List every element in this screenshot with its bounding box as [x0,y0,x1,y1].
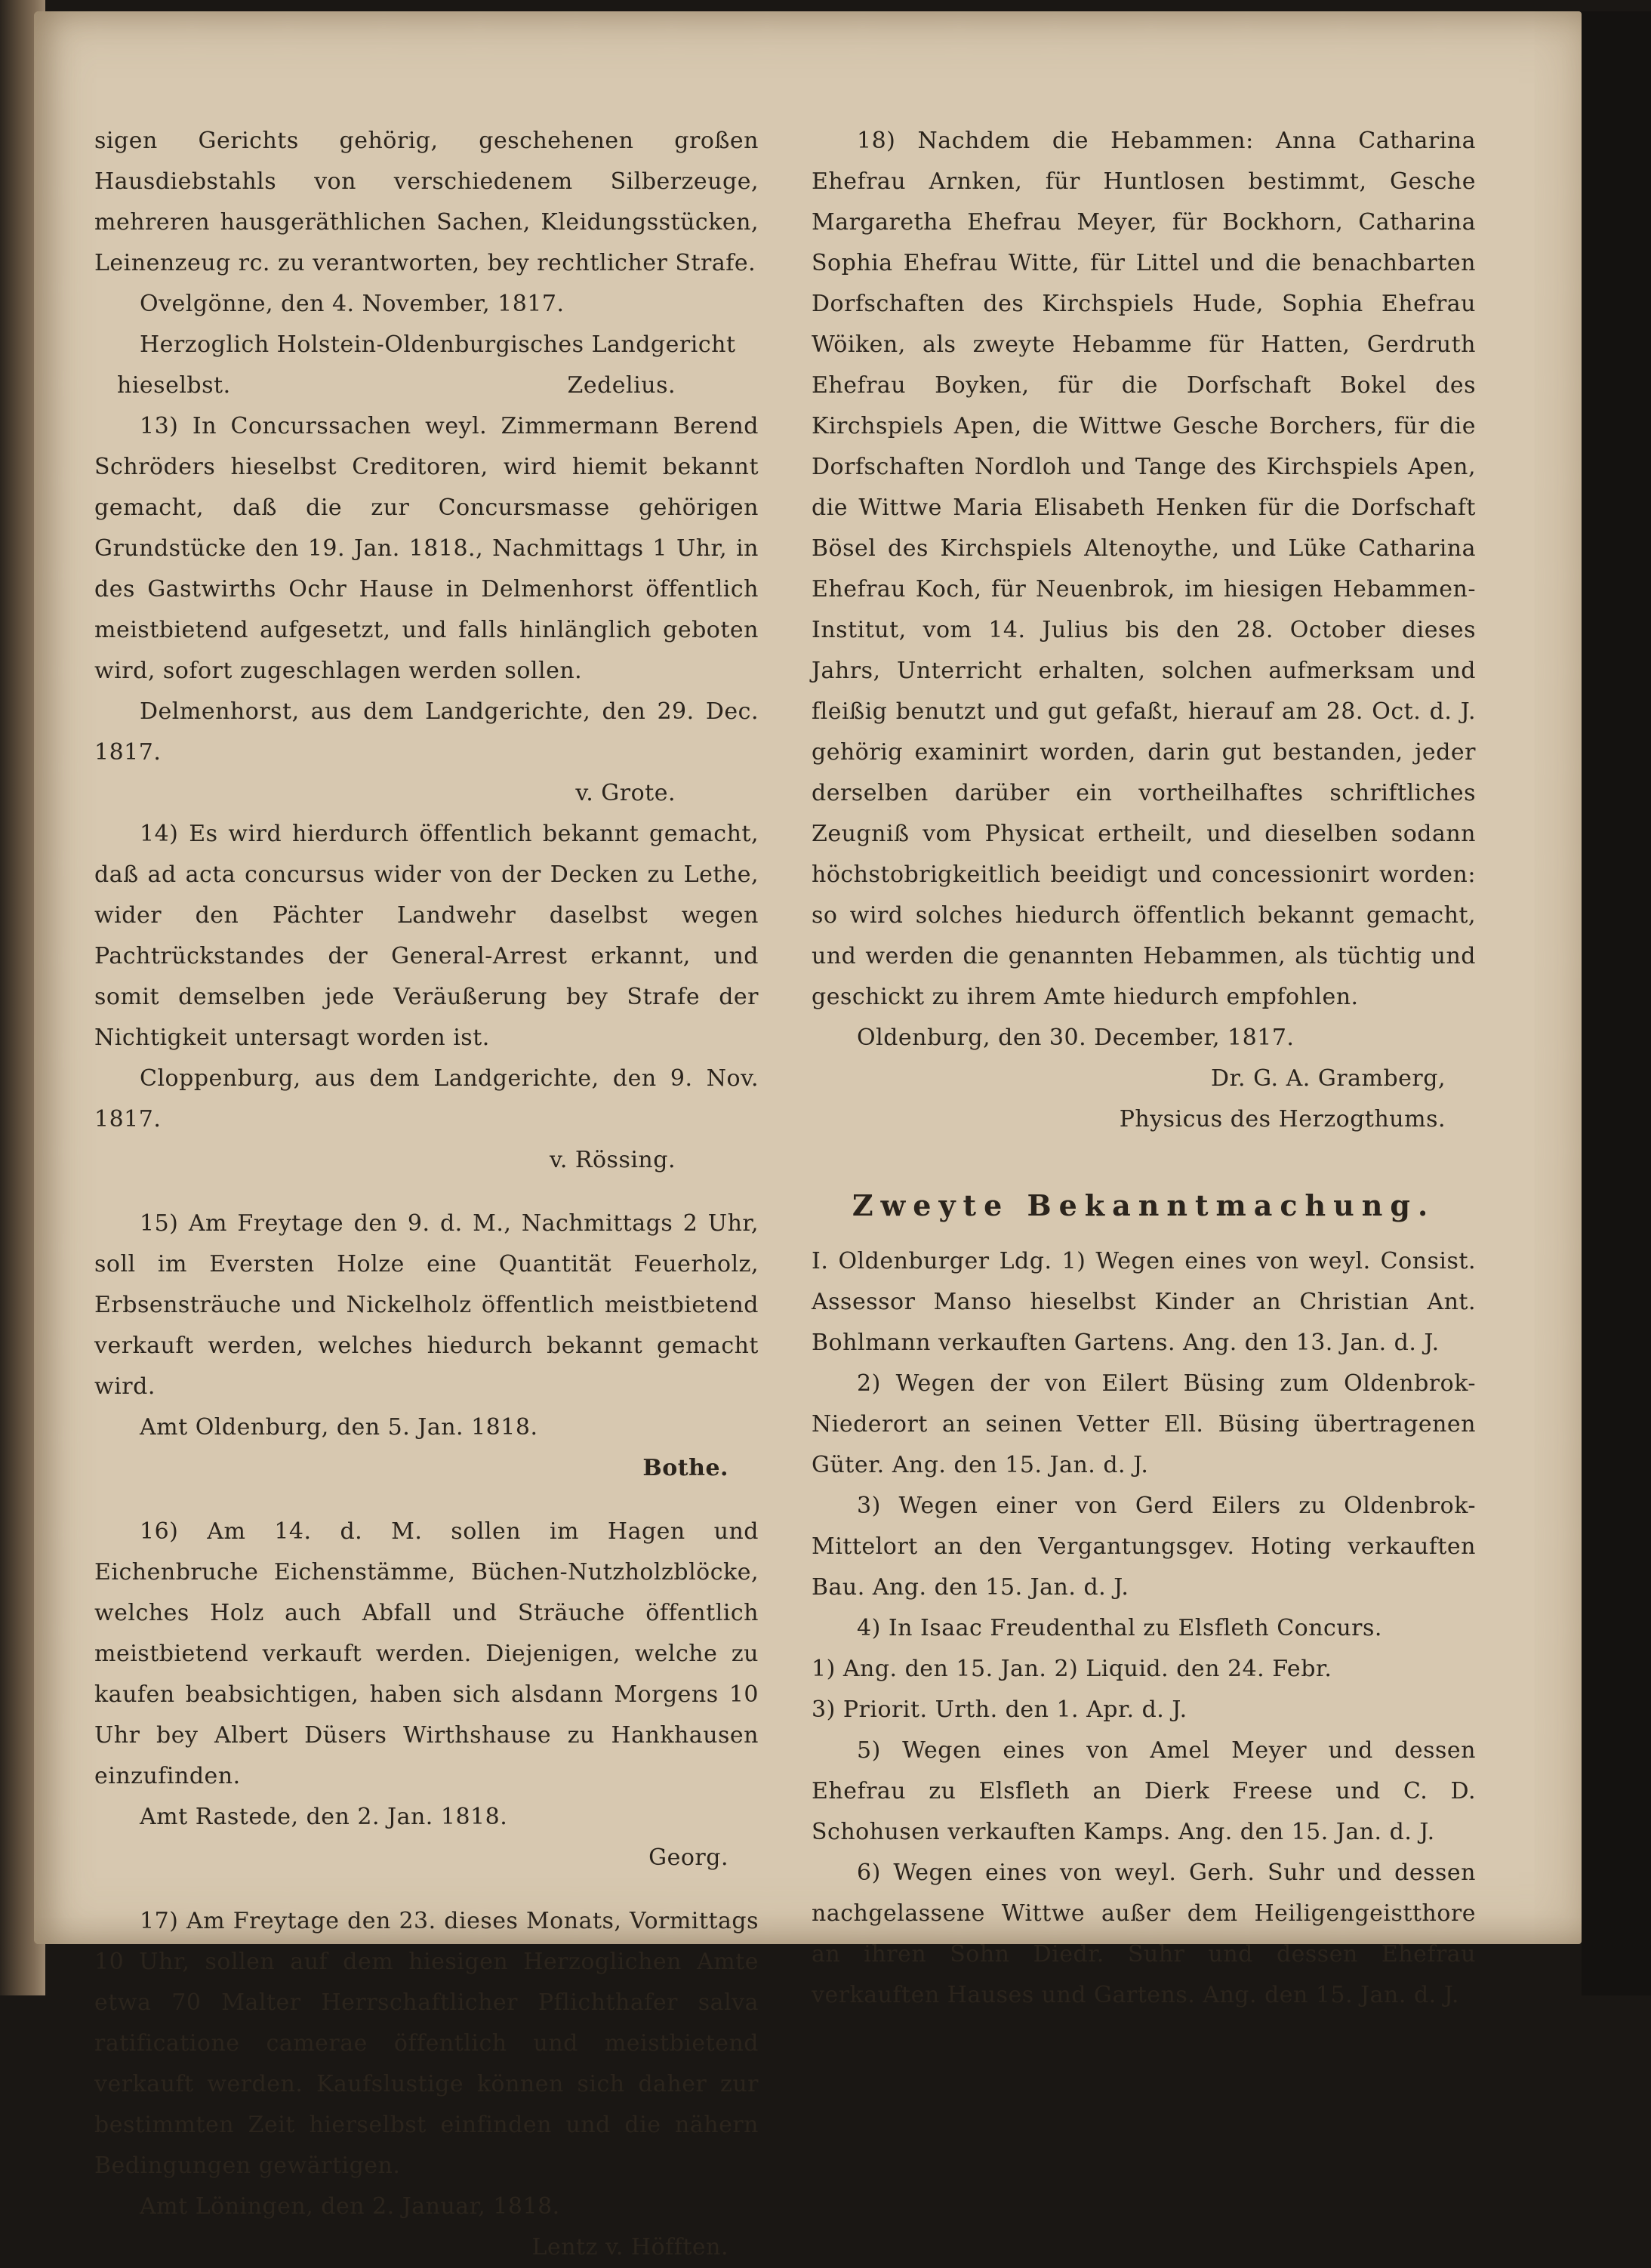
notice-13-signature: v. Grote. [575,780,676,806]
announcement-2: 2) Wegen der von Eilert Büsing zum Oldenbrok-Niederort an seinen Vetter Ell. Büsing übertragenen Güter. Ang. den 15. Jan. d. J. [812,1370,1476,1478]
announcement-1: I. Oldenburger Ldg. 1) Wegen eines von weyl. Consist. Assessor Manso hieselbst Kinder an Christian Ant. Bohlmann verkauften Gartens. Ang. den 13. Jan. d. J. [812,1248,1476,1356]
announcement-4: 4) In Isaac Freudenthal zu Elsfleth Concurs. [857,1615,1382,1641]
notice-16-text: 16) Am 14. d. M. sollen im Hagen und Eichenbruche Eichenstämme, Büchen-Nutzholzblöcke, welches Holz auch Abfall und Sträuche öffentlich meistbietend verkauft werden. Diejenigen, welche zu kaufen beabsichtigen, haben sich alsdann Morgens 10 Uhr bey Albert Düsers Wirthshause zu Hankhausen einzufinden. [94,1518,759,1789]
notice-17-text: 17) Am Freytage den 23. dieses Monats, Vormittags 10 Uhr, sollen auf dem hiesigen Herzoglichen Amte etwa 70 Malter Herrschaftlicher Pflichthafer salva ratificatione camerae öffentlich und meistbietend verkauft werden. Kaufslustige können sich daher zur bestimmten Zeit hierselbst einfinden und die nähern Bedingungen gewärtigen. [94,1908,759,2179]
page-edge-shadow [1582,11,1651,1995]
notice-13-date: Delmenhorst, aus dem Landgerichte, den 29. Dec. 1817. [94,698,759,766]
notice-18-text: 18) Nachdem die Hebammen: Anna Catharina Ehefrau Arnken, für Huntlosen bestimmt, Gesche Margaretha Ehefrau Meyer, für Bockhorn, Catharina Sophia Ehefrau Witte, für Littel und die benachbarten Dorfschaften des Kirchspiels Hude, Sophia Ehefrau Wöiken, als zweyte Hebamme für Hatten, Gerdruth Ehefrau Boyken, für die Dorfschaft Bokel des Kirchspiels Apen, die Wittwe Gesche Borchers, für die Dorfschaften Nordloh und Tange des Kirchspiels Apen, die Wittwe Maria Elisabeth Henken für die Dorfschaft Bösel des Kirchspiels Altenoythe, und Lüke Catharina Ehefrau Koch, für Neuenbrok, im hiesigen Hebammen-Institut, vom 14. Julius bis den 28. October dieses Jahrs, Unterricht erhalten, solchen aufmerksam und fleißig benutzt und gut gefaßt, hierauf am 28. Oct. d. J. gehörig examinirt worden, darin gut bestanden, jeder derselben darüber ein vortheilhaftes schriftliches Zeugniß vom Physicat ertheilt, und dieselben sodann höchstobrigkeitlich beeidigt und concessionirt worden: so wird solches hiedurch öffentlich bekannt gemacht, und werden die genannten Hebammen, als tüchtig und geschickt zu ihrem Amte hiedurch empfohlen. [812,128,1476,1010]
notice-12-text: sigen Gerichts gehörig, geschehenen großen Hausdiebstahls von verschiedenem Silberzeuge, mehreren hausgeräthlichen Sachen, Kleidungsstücken, Leinenzeug rc. zu verantworten, bey rechtlicher Strafe. [94,128,759,276]
notice-12-signature-row [94,365,759,406]
notice-16-signature: Georg. [648,1844,728,1871]
right-column [812,121,1476,2016]
notice-18-signature-name: Dr. G. A. Gramberg, [1210,1065,1446,1092]
announcement-4-dates: 1) Ang. den 15. Jan. 2) Liquid. den 24. Febr. [812,1656,1332,1682]
announcement-3: 3) Wegen einer von Gerd Eilers zu Oldenbrok-Mittelort an den Vergantungsgev. Hoting verkauften Bau. Ang. den 15. Jan. d. J. [812,1493,1476,1601]
notice-12-court: Herzoglich Holstein-Oldenburgisches Landgericht [140,331,736,358]
notice-17-signature: Lentz v. Höfften. [531,2234,728,2260]
notice-18-signature-title: Physicus des Herzogthums. [1119,1106,1446,1132]
announcement-6: 6) Wegen eines von weyl. Gerh. Suhr und dessen nachgelassene Wittwe außer dem Heiligengeistthore an ihren Sohn Diedr. Suhr und dessen Ehefrau verkauften Hauses und Gartens. Ang. den 15. Jan. d. J. [812,1860,1476,2008]
notice-12-date: Ovelgönne, den 4. November, 1817. [140,291,565,317]
section-heading: Zweyte Bekanntmachung. [852,1188,1436,1222]
notice-18-date: Oldenburg, den 30. December, 1817. [857,1025,1295,1051]
notice-15-text: 15) Am Freytage den 9. d. M., Nachmittags 2 Uhr, soll im Eversten Holze eine Quantität Feuerholz, Erbsensträuche und Nickelholz öffentlich meistbietend verkauft werden, welches hiedurch bekannt gemacht wird. [94,1210,759,1400]
notice-12-place: hieselbst. [117,372,231,399]
notice-14-date: Cloppenburg, aus dem Landgerichte, den 9. Nov. 1817. [94,1065,759,1132]
notice-14-text: 14) Es wird hierdurch öffentlich bekannt gemacht, daß ad acta concursus wider von der Decken zu Lethe, wider den Pächter Landwehr daselbst wegen Pachtrückstandes der General-Arrest erkannt, und somit demselben jede Veräußerung bey Strafe der Nichtigkeit untersagt worden ist. [94,821,759,1051]
announcement-4-priority: 3) Priorit. Urth. den 1. Apr. d. J. [812,1696,1187,1723]
notice-13-text: 13) In Concurssachen weyl. Zimmermann Berend Schröders hieselbst Creditoren, wird hiemit bekannt gemacht, daß die zur Concursmasse gehörigen Grundstücke den 19. Jan. 1818., Nachmittags 1 Uhr, in des Gastwirths Ochr Hause in Delmenhorst öffentlich meistbietend aufgesetzt, und falls hinlänglich geboten wird, sofort zugeschlagen werden sollen. [94,413,759,684]
left-column [94,121,759,2268]
announcement-5: 5) Wegen eines von Amel Meyer und dessen Ehefrau zu Elsfleth an Dierk Freese und C. D. Schohusen verkauften Kamps. Ang. den 15. Jan. d. J. [812,1737,1476,1845]
notice-12-signature: Zedelius. [567,372,676,399]
notice-14-signature: v. Rössing. [549,1147,676,1173]
notice-15-date: Amt Oldenburg, den 5. Jan. 1818. [140,1414,538,1441]
notice-15-signature: Bothe. [642,1455,728,1481]
notice-16-date: Amt Rastede, den 2. Jan. 1818. [140,1804,508,1830]
notice-17-date: Amt Löningen, den 2. Januar, 1818. [140,2193,560,2220]
